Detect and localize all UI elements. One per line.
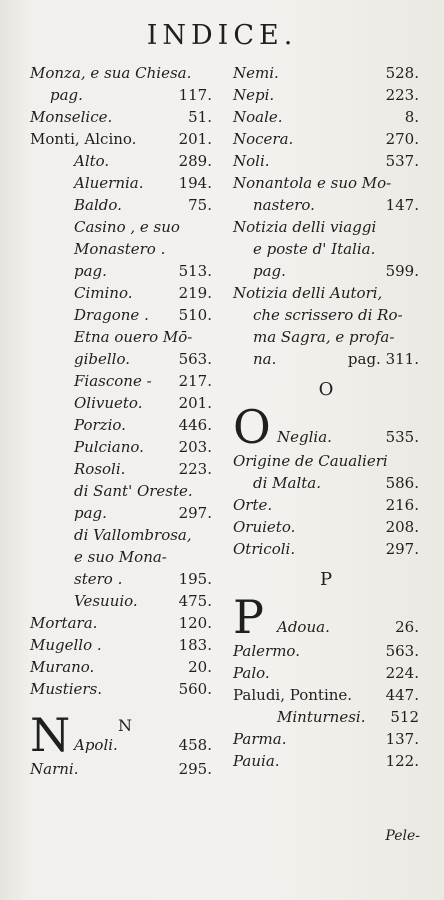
index-entry: [30, 458, 212, 480]
index-entry: [233, 516, 419, 538]
entry-text: di Sant' Oreste.: [74, 482, 193, 500]
entry-page: 447.: [385, 686, 419, 704]
entry-text: stero .: [74, 570, 123, 588]
index-entry: [30, 612, 212, 634]
entry-text: Neglia.: [277, 428, 332, 446]
entry-page: 295.: [178, 760, 212, 778]
entry-page: 195.: [178, 570, 212, 588]
index-entry: [30, 238, 212, 260]
index-entry: [30, 758, 212, 780]
index-entry: [30, 348, 212, 370]
entry-text: pag.: [50, 86, 83, 104]
entry-text: Dragone .: [74, 306, 149, 324]
entry-text: Apoli.: [74, 736, 118, 754]
index-entry: [233, 172, 419, 194]
index-entry: [233, 728, 419, 750]
entry-page: 147.: [385, 196, 419, 214]
index-entry: [30, 216, 212, 238]
entry-page: 510.: [178, 306, 212, 324]
page-header: INDICE.: [146, 20, 298, 51]
index-entry: [30, 150, 212, 172]
entry-text: Alto.: [74, 152, 110, 170]
index-entry: [233, 662, 419, 684]
index-entry: [30, 678, 212, 700]
index-entry: [30, 84, 212, 106]
index-entry: [30, 282, 212, 304]
entry-page: 217.: [178, 372, 212, 390]
catchword: Pele-: [385, 828, 420, 844]
entry-page: 117.: [178, 86, 212, 104]
entry-text: Mortara.: [30, 614, 98, 632]
dropcap-entry: [233, 400, 419, 454]
entry-page: 75.: [188, 196, 212, 214]
entry-text: Notizia delli Autori,: [233, 284, 383, 302]
entry-text: Baldo.: [74, 196, 122, 214]
entry-text: pag.: [74, 262, 107, 280]
entry-text: Adoua.: [277, 618, 330, 636]
entry-page: 194.: [178, 174, 212, 192]
left-column: [30, 62, 212, 780]
dropcap-letter: O: [233, 400, 271, 454]
index-entry: [30, 436, 212, 458]
right-column: [233, 62, 419, 772]
index-entry: [233, 684, 419, 706]
dropcap-letter: P: [233, 590, 264, 644]
entry-text: Mustiers.: [30, 680, 103, 698]
entry-page: 208.: [385, 518, 419, 536]
section-letter: P: [319, 569, 333, 590]
section-letter: N: [118, 716, 132, 735]
entry-text: Nemi.: [233, 64, 279, 82]
entry-page: 137.: [385, 730, 419, 748]
index-entry: [233, 238, 419, 260]
index-entry: [30, 502, 212, 524]
entry-page: 122.: [385, 752, 419, 770]
entry-page: 537.: [385, 152, 419, 170]
entry-page: 563.: [178, 350, 212, 368]
entry-page: 224.: [385, 664, 419, 682]
index-entry: [30, 62, 212, 84]
index-entry: [30, 172, 212, 194]
entry-text: Pulciano.: [74, 438, 144, 456]
entry-page: 219.: [178, 284, 212, 302]
entry-text: Rosoli.: [74, 460, 126, 478]
entry-text: Monselice.: [30, 108, 113, 126]
entry-text: Origine de Caualieri: [233, 452, 388, 470]
entry-page: 20.: [188, 658, 212, 676]
entry-text: Cimino.: [74, 284, 133, 302]
entry-page: 599.: [385, 262, 419, 280]
entry-page: 563.: [385, 642, 419, 660]
entry-text: na.: [253, 350, 277, 368]
dropcap-entry: [30, 708, 212, 762]
entry-page: 26.: [395, 618, 419, 636]
entry-page: 297.: [178, 504, 212, 522]
entry-page: 183.: [178, 636, 212, 654]
index-entry: [233, 84, 419, 106]
index-entry: [30, 414, 212, 436]
entry-page: pag. 311.: [347, 350, 419, 368]
entry-page: 120.: [178, 614, 212, 632]
entry-text: e poste d' Italia.: [253, 240, 376, 258]
entry-page: 535.: [385, 428, 419, 446]
entry-page: 446.: [178, 416, 212, 434]
index-entry: [30, 194, 212, 216]
entry-text: Monti, Alcino.: [30, 130, 137, 148]
entry-page: 8.: [404, 108, 419, 126]
index-entry: [30, 656, 212, 678]
index-entry: [233, 260, 419, 282]
index-entry: [30, 326, 212, 348]
entry-text: e suo Mona-: [74, 548, 167, 566]
entry-text: Narni.: [30, 760, 79, 778]
index-entry: [233, 348, 419, 370]
index-entry: [233, 304, 419, 326]
index-entry: [233, 128, 419, 150]
index-entry: [233, 494, 419, 516]
index-entry: [233, 640, 419, 662]
index-entry: [30, 524, 212, 546]
entry-text: Orte.: [233, 496, 273, 514]
index-entry: [233, 750, 419, 772]
entry-page: 223.: [178, 460, 212, 478]
entry-text: Minturnesi.: [277, 708, 366, 726]
entry-text: Fiascone -: [74, 372, 152, 390]
index-entry: [233, 326, 419, 348]
index-entry: [233, 450, 419, 472]
entry-text: Notizia delli viaggi: [233, 218, 377, 236]
entry-text: Casino , e suo: [74, 218, 180, 236]
entry-page: 458.: [178, 736, 212, 754]
index-entry: [30, 392, 212, 414]
index-entry: [30, 370, 212, 392]
entry-page: 513.: [178, 262, 212, 280]
entry-page: 201.: [178, 394, 212, 412]
entry-text: Murano.: [30, 658, 95, 676]
index-entry: [30, 304, 212, 326]
dropcap-entry: [233, 590, 419, 644]
entry-text: di Vallombrosa,: [74, 526, 192, 544]
entry-text: Parma.: [233, 730, 287, 748]
entry-page: 586.: [385, 474, 419, 492]
entry-text: Noli.: [233, 152, 270, 170]
entry-text: nastero.: [253, 196, 315, 214]
index-entry: [30, 590, 212, 612]
index-entry: [30, 568, 212, 590]
index-entry: [30, 106, 212, 128]
entry-text: Olivueto.: [74, 394, 143, 412]
entry-page: 216.: [385, 496, 419, 514]
entry-page: 203.: [178, 438, 212, 456]
entry-text: Monza, e sua Chiesa.: [30, 64, 192, 82]
entry-text: Otricoli.: [233, 540, 296, 558]
entry-text: Monastero .: [74, 240, 166, 258]
index-entry: [233, 538, 419, 560]
index-entry: [30, 546, 212, 568]
entry-text: Porzio.: [74, 416, 126, 434]
entry-page: 297.: [385, 540, 419, 558]
entry-text: Palo.: [233, 664, 270, 682]
index-entry: [233, 216, 419, 238]
entry-page: 223.: [385, 86, 419, 104]
entry-text: Mugello .: [30, 636, 102, 654]
entry-text: Paludi, Pontine.: [233, 686, 353, 704]
entry-page: 528.: [385, 64, 419, 82]
index-entry: [233, 106, 419, 128]
entry-text: Nepi.: [233, 86, 275, 104]
index-entry: [30, 260, 212, 282]
index-entry: [233, 62, 419, 84]
entry-text: Etna ouero Mō-: [74, 328, 193, 346]
index-entry: [30, 128, 212, 150]
entry-text: che scrissero di Ro-: [253, 306, 403, 324]
entry-text: pag.: [74, 504, 107, 522]
entry-text: Vesuuio.: [74, 592, 138, 610]
entry-page: 201.: [178, 130, 212, 148]
entry-text: Oruieto.: [233, 518, 296, 536]
entry-text: Noale.: [233, 108, 283, 126]
section-letter: O: [318, 379, 334, 400]
entry-text: Palermo.: [233, 642, 300, 660]
entry-text: Nonantola e suo Mo-: [233, 174, 392, 192]
entry-page: 51.: [188, 108, 212, 126]
dropcap-letter: N: [30, 708, 71, 762]
entry-text: gibello.: [74, 350, 131, 368]
index-entry: [233, 282, 419, 304]
entry-page: 512: [390, 708, 419, 726]
index-entry: [30, 634, 212, 656]
entry-text: Pauia.: [233, 752, 280, 770]
index-entry: [233, 472, 419, 494]
entry-text: Nocera.: [233, 130, 294, 148]
entry-page: 560.: [178, 680, 212, 698]
entry-text: Aluernia.: [74, 174, 144, 192]
entry-text: pag.: [253, 262, 286, 280]
index-entry: [233, 150, 419, 172]
index-entry: [233, 194, 419, 216]
entry-text: ma Sagra, e profa-: [253, 328, 395, 346]
index-entry: [233, 706, 419, 728]
entry-page: 289.: [178, 152, 212, 170]
entry-page: 270.: [385, 130, 419, 148]
entry-text: di Malta.: [253, 474, 322, 492]
entry-page: 475.: [178, 592, 212, 610]
index-entry: [30, 480, 212, 502]
